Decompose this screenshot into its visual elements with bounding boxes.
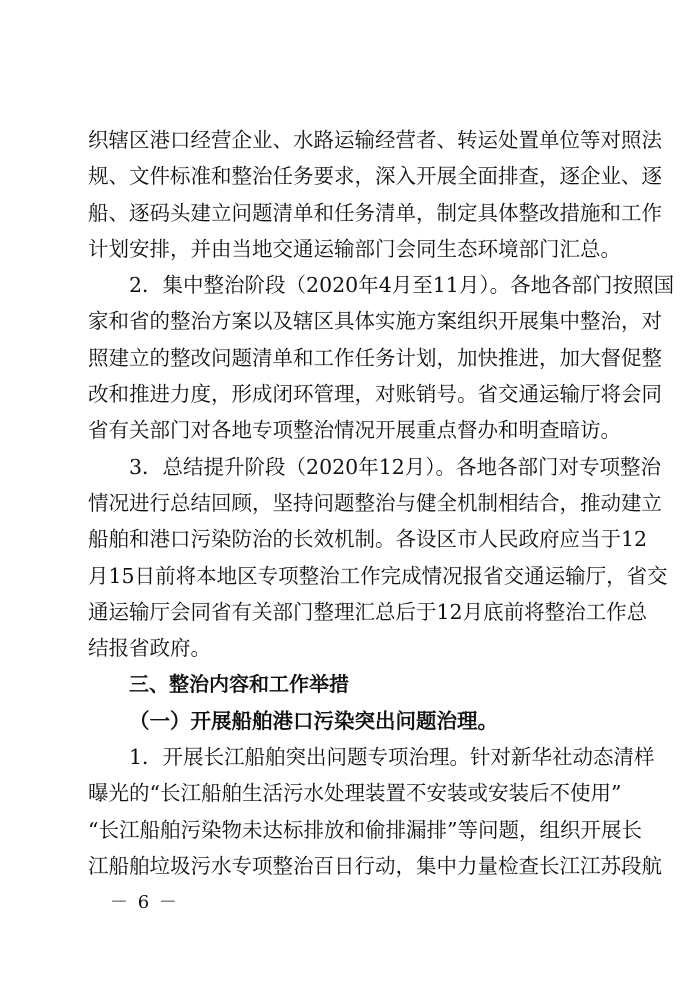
- paragraph-line: 船、逐码头建立问题清单和任务清单，制定具体整改措施和工作: [88, 200, 662, 225]
- paragraph-line: 家和省的整治方案以及辖区具体实施方案组织开展集中整治，对: [88, 309, 662, 334]
- paragraph-line: 2．集中整治阶段（2020年4月至11月）。各地各部门按照国: [129, 273, 675, 298]
- page-number: － 6 －: [110, 892, 179, 913]
- paragraph-line: 江船舶垃圾污水专项整治百日行动，集中力量检查长江江苏段航: [88, 853, 662, 878]
- section-heading: 三、整治内容和工作举措: [129, 672, 349, 697]
- paragraph-line: 规、文件标准和整治任务要求，深入开展全面排查，逐企业、逐: [88, 164, 662, 189]
- paragraph-line: 织辖区港口经营企业、水路运输经营者、转运处置单位等对照法: [88, 128, 662, 152]
- paragraph-line: 船舶和港口污染防治的长效机制。各设区市人民政府应当于12: [88, 527, 648, 552]
- body-text: [88, 122, 675, 884]
- paragraph-line: 省有关部门对各地专项整治情况开展重点督办和明查暗访。: [88, 418, 621, 443]
- paragraph-line: 计划安排，并由当地交通运输部门会同生态环境部门汇总。: [88, 236, 621, 261]
- paragraph-line: 3．总结提升阶段（2020年12月）。各地各部门对专项整治: [129, 454, 662, 479]
- paragraph-line: 情况进行总结回顾，坚持问题整治与健全机制相结合，推动建立: [88, 490, 662, 515]
- paragraph-line: 结报省政府。: [88, 636, 211, 661]
- subsection-heading: （一）开展船舶港口污染突出问题治理。: [129, 708, 498, 733]
- paragraph-line: 照建立的整改问题清单和工作任务计划，加快推进，加大督促整: [88, 345, 662, 370]
- paragraph-line: 1．开展长江船舶突出问题专项治理。针对新华社动态清样: [129, 745, 655, 770]
- paragraph-line: “长江船舶污染物未达标排放和偷排漏排”等问题，组织开展长: [88, 817, 642, 842]
- paragraph-line: 曝光的“长江船舶生活污水处理装置不安装或安装后不使用”: [88, 781, 622, 806]
- paragraph-line: 改和推进力度，形成闭环管理，对账销号。省交通运输厅将会同: [88, 382, 662, 407]
- paragraph-line: 月15日前将本地区专项整治工作完成情况报省交通运输厅，省交: [88, 563, 668, 588]
- paragraph-line: 通运输厅会同省有关部门整理汇总后于12月底前将整治工作总: [88, 599, 648, 624]
